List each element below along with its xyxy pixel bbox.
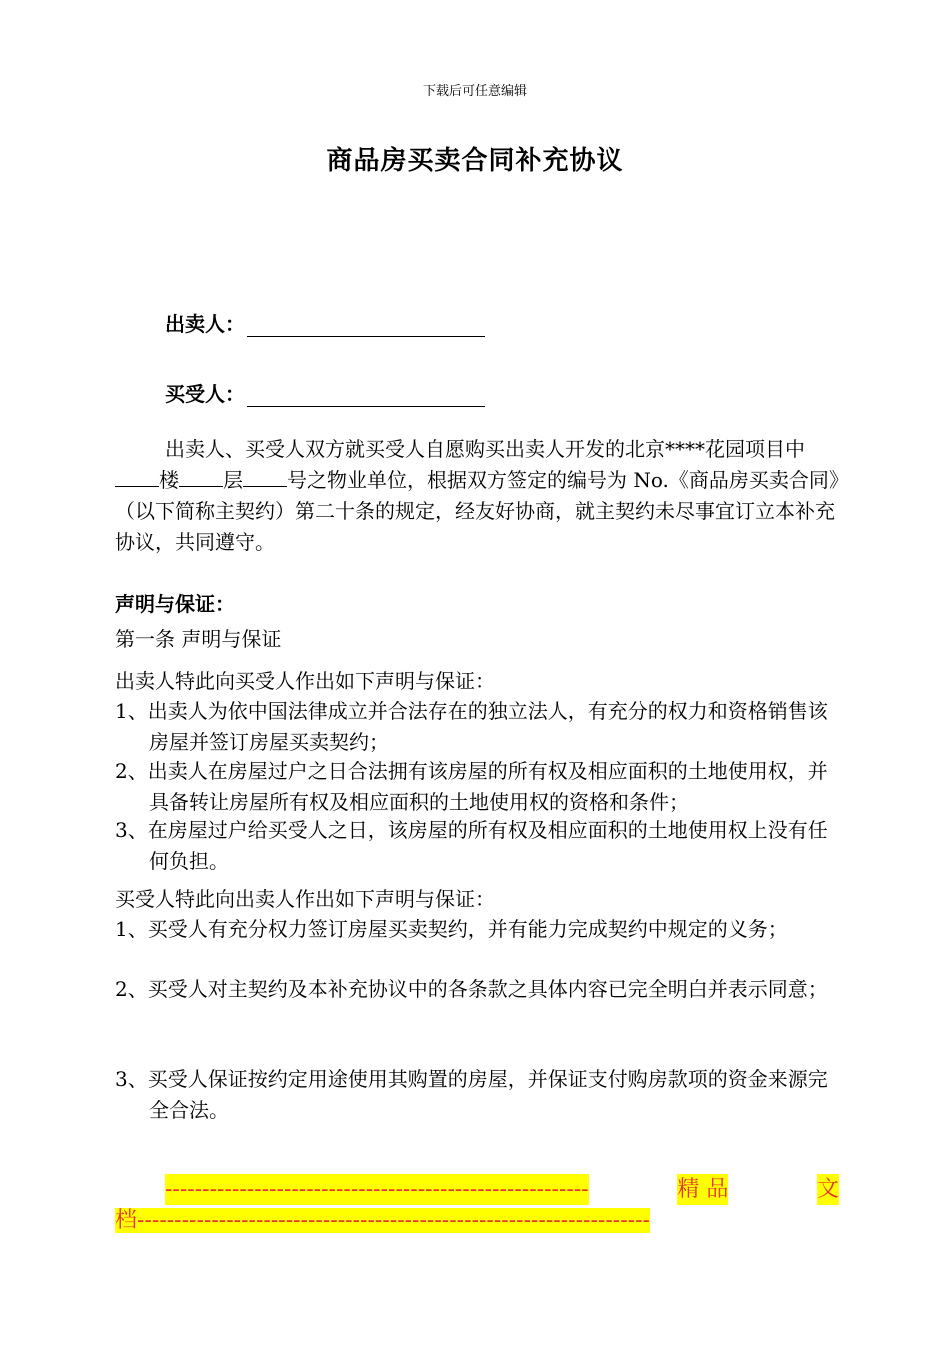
section-heading: 声明与保证： <box>115 592 235 616</box>
unit-blank <box>243 466 287 487</box>
seller-item-1: 1、出卖人为依中国法律成立并合法存在的独立法人，有充分的权力和资格销售该房屋并签订房屋买卖契约； <box>115 699 828 754</box>
buyer-item-2: 2、买受人对主契约及本补充协议中的各条款之具体内容已完全明白并表示同意； <box>115 977 828 1001</box>
footer-word-3: 档 <box>115 1208 138 1233</box>
intro-paragraph <box>115 434 839 558</box>
footer-word-1: 精 品 <box>677 1174 728 1205</box>
header-note: 下载后可任意编辑 <box>422 84 527 99</box>
footer-dashes-1: --------------------------------------------------------- <box>165 1174 589 1205</box>
footer-row-1 <box>115 1174 839 1205</box>
seller-blank <box>247 312 485 337</box>
buyer-intro: 买受人特此向出卖人作出如下声明与保证： <box>115 887 495 911</box>
buyer-item-3: 3、买受人保证按约定用途使用其购置的房屋，并保证支付购房款项的资金来源完全合法。 <box>115 1067 828 1122</box>
footer-row-2 <box>115 1205 839 1236</box>
seller-intro: 出卖人特此向买受人作出如下声明与保证： <box>115 669 495 693</box>
buyer-blank <box>247 382 485 407</box>
footer-word-2: 文 <box>817 1174 839 1205</box>
seller-item-2: 2、出卖人在房屋过户之日合法拥有该房屋的所有权及相应面积的土地使用权，并具备转让房屋所有权及相应面积的土地使用权的资格和条件； <box>115 759 828 814</box>
intro-building: 楼 <box>159 468 179 492</box>
seller-label: 出卖人： <box>165 312 245 336</box>
article-title: 第一条 声明与保证 <box>115 627 282 651</box>
footer-watermark <box>115 1174 839 1236</box>
seller-line <box>165 308 485 337</box>
intro-unit: 号之物业单位，根据双方签定的编号为 No.《商品房买卖合同》（以下简称主契约）第二十条的规定，经友好协商，就主契约未尽事宜订立本补充协议，共同遵守。 <box>115 468 839 554</box>
building-blank <box>115 466 159 487</box>
intro-floor: 层 <box>223 468 243 492</box>
floor-blank <box>179 466 223 487</box>
buyer-label: 买受人： <box>165 382 245 406</box>
footer-dashes-2: --------------------------------------------------------------------- <box>137 1208 650 1233</box>
seller-item-3: 3、在房屋过户给买受人之日，该房屋的所有权及相应面积的土地使用权上没有任何负担。 <box>115 818 828 873</box>
buyer-line <box>165 378 485 407</box>
document-title: 商品房买卖合同补充协议 <box>326 146 624 176</box>
buyer-item-1: 1、买受人有充分权力签订房屋买卖契约，并有能力完成契约中规定的义务； <box>115 917 788 941</box>
intro-part1: 出卖人、买受人双方就买受人自愿购买出卖人开发的北京****花园项目中 <box>165 437 805 461</box>
